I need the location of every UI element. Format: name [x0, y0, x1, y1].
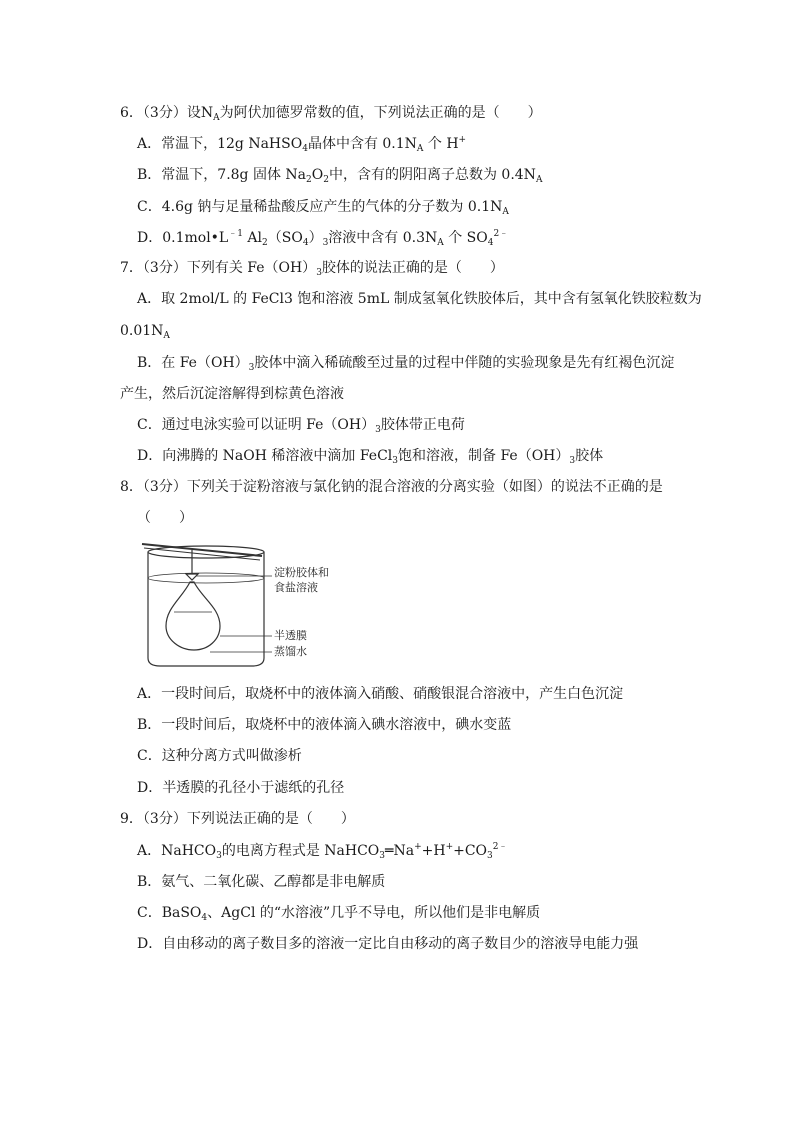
q7-stem: 7．（3分）下列有关 $Fe(OH)_3$胶体的说法正确的是（ ）: [120, 260, 504, 278]
q7-option-c: C．通过电泳实验可以证明 $Fe(OH)_3$胶体带正电荷: [137, 417, 465, 435]
q6-option-b: B．常温下，7.8g 固体 $Na_2O_2$中，含有的阴阳离子总数为 $0.4N_A$: [137, 167, 543, 185]
semipermeable-bag: [166, 582, 220, 650]
q9-stem: 9．（3分）下列说法正确的是（ ）: [120, 811, 355, 827]
beaker-outline: [148, 552, 264, 666]
q9-option-a: A．NaHCO$_3$的电离方程式是 $NaHCO_3═Na^++H^++CO_3^{2﹣}$: [137, 842, 508, 861]
q8-option-b: B．一段时间后，取烧杯中的液体滴入碘水溶液中，碘水变蓝: [137, 717, 512, 733]
q9-option-b: B．氨气、二氧化碳、乙醇都是非电解质: [137, 874, 386, 890]
q6-option-d: D．$0.1mol•L^{﹣1}$ $Al_2(SO_4)_3$溶液中含有 $0.3N_A$ 个 $SO_4^{2﹣}$: [137, 229, 509, 248]
q8-option-c: C．这种分离方式叫做渗析: [137, 748, 302, 764]
q7-option-b: B．在 $Fe(OH)_3$胶体中滴入稀硫酸至过量的过程中伴随的实验现象是先有红褐色沉淀: [137, 355, 675, 373]
q8-answer-paren: （ ）: [137, 510, 193, 526]
q9-option-c: C．BaSO$_4$、AgCl 的“水溶液”几乎不导电，所以他们是非电解质: [137, 905, 541, 923]
q9-option-d: D．自由移动的离子数目多的溶液一定比自由移动的离子数目少的溶液导电能力强: [137, 936, 639, 952]
figure-label-colloid: 淀粉胶体和: [274, 566, 329, 579]
figure-label-salt-solution: 食盐溶液: [274, 581, 318, 594]
q7-option-a-continued: $0.01N_A$: [120, 323, 170, 341]
q6-stem: 6．（3分）设$N_A$为阿伏加德罗常数的值，下列说法正确的是（ ）: [120, 105, 542, 123]
bag-knot: [186, 574, 198, 580]
q8-option-d: D．半透膜的孔径小于滤纸的孔径: [137, 780, 345, 796]
dialysis-beaker-figure: [140, 540, 340, 670]
q8-option-a: A．一段时间后，取烧杯中的液体滴入硝酸、硝酸银混合溶液中，产生白色沉淀: [137, 686, 624, 702]
beaker-rim: [148, 546, 264, 558]
q6-option-a: A．常温下，12g NaHSO$_4$晶体中含有 $0.1N_A$ 个 H+: [137, 135, 467, 154]
q7-option-b-continued: 产生，然后沉淀溶解得到棕黄色溶液: [120, 386, 344, 402]
q8-stem: 8．（3分）下列关于淀粉溶液与氯化钠的混合溶液的分离实验（如图）的说法不正确的是: [120, 479, 663, 495]
q7-option-d: D．向沸腾的 NaOH 稀溶液中滴加 FeCl$_3$饱和溶液，制备 $Fe(OH)_3$胶体: [137, 448, 604, 466]
figure-label-distilled-water: 蒸馏水: [274, 645, 307, 658]
q6-option-c: C．4.6g 钠与足量稀盐酸反应产生的气体的分子数为 $0.1N_A$: [137, 199, 509, 217]
figure-label-membrane: 半透膜: [274, 629, 307, 642]
water-surface: [148, 573, 264, 583]
q7-option-a: A．取 2mol/L 的 FeCl3 饱和溶液 5mL 制成氢氧化铁胶体后，其中含有氢氧化铁胶粒数为: [137, 291, 702, 307]
